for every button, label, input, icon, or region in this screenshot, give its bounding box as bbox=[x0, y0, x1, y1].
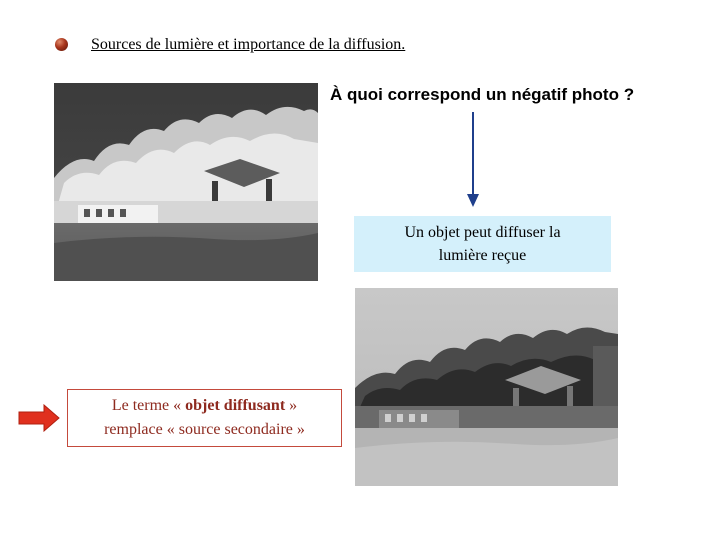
term-definition-box bbox=[67, 389, 342, 447]
scattering-note-text: Un objet peut diffuser la lumière reçue bbox=[404, 224, 561, 264]
term-keyword: objet diffusant bbox=[185, 397, 286, 414]
negative-photo bbox=[54, 83, 318, 281]
scattering-note-box bbox=[354, 216, 611, 272]
bullet-icon bbox=[55, 38, 68, 51]
term-prefix: Le terme « bbox=[111, 397, 186, 414]
question-heading: À quoi correspond un négatif photo ? bbox=[330, 85, 635, 104]
slide-title: Sources de lumière et importance de la diffusion. bbox=[91, 36, 406, 53]
down-arrow-icon bbox=[462, 112, 484, 208]
term-line-2: remplace « source secondaire » bbox=[104, 421, 305, 438]
positive-photo bbox=[355, 288, 618, 486]
term-suffix: » bbox=[285, 397, 298, 414]
right-arrow-icon bbox=[18, 404, 60, 432]
term-line-1 bbox=[112, 394, 297, 418]
